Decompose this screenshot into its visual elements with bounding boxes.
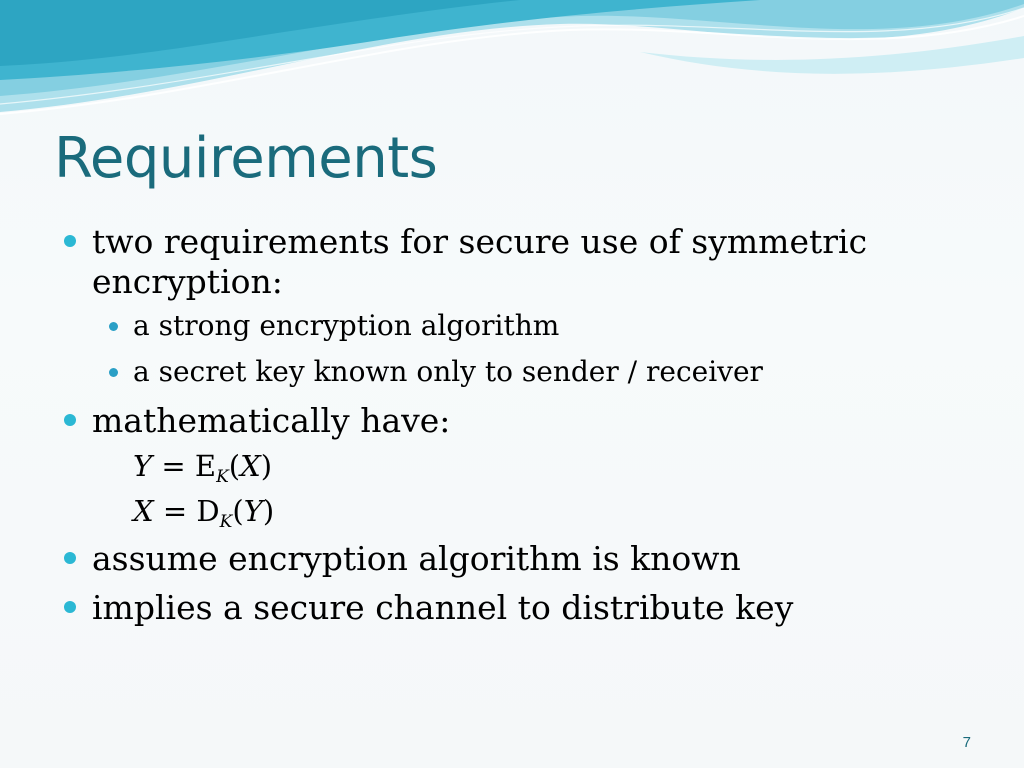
bullet-dot bbox=[64, 235, 76, 247]
equation-encrypt: $Y = E_K(X)$ bbox=[133, 449, 273, 487]
bullet-dot bbox=[64, 552, 76, 564]
bullet-text-continued: encryption: bbox=[92, 262, 283, 301]
header-wave-decoration bbox=[0, 0, 1024, 140]
bullet-text: mathematically have: bbox=[92, 401, 451, 440]
bullet-text: two requirements for secure use of symmetric bbox=[92, 222, 868, 261]
sub-bullet-dot bbox=[109, 322, 118, 331]
sub-bullet-text: a secret key known only to sender / receiver bbox=[133, 355, 763, 388]
slide-title: Requirements bbox=[54, 126, 438, 191]
bullet-dot bbox=[64, 414, 76, 426]
bullet-text: assume encryption algorithm is known bbox=[92, 539, 741, 578]
bullet-text: implies a secure channel to distribute key bbox=[92, 588, 794, 627]
sub-bullet-text: a strong encryption algorithm bbox=[133, 309, 560, 342]
sub-bullet-dot bbox=[109, 368, 118, 377]
bullet-dot bbox=[64, 601, 76, 613]
page-number: 7 bbox=[962, 734, 971, 751]
equation-decrypt: $X = D_K(Y)$ bbox=[133, 494, 275, 532]
